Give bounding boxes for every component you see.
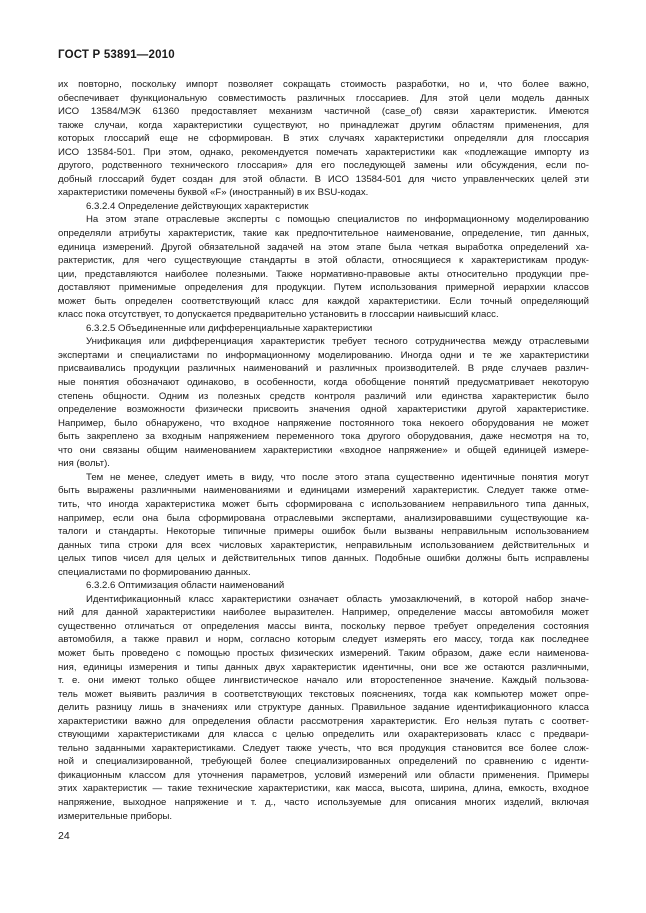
text-line: характеристики важно для определения области рассмотрения характеристик. Его нельзя путать с соответ- bbox=[58, 715, 589, 727]
text-line: также случаи, когда характеристики существуют, но принадлежат другим областям применения, для bbox=[58, 119, 589, 131]
document-header: ГОСТ Р 53891—2010 bbox=[58, 49, 175, 61]
section-heading: 6.3.2.4 Определение действующих характеристик bbox=[86, 200, 309, 212]
text-line: Идентификационный класс характеристики означает область умозаключений, в которой набор значе- bbox=[86, 593, 589, 605]
paragraph bbox=[58, 213, 589, 321]
text-line: автомобиля, а также правил и норм, согласно которым следует измерять его массу, тогда как последнее bbox=[58, 634, 589, 646]
text-line: быть выражены различными наименованиями и единицами измерений характеристик. Следует также отме- bbox=[58, 485, 589, 497]
section-heading: 6.3.2.6 Оптимизация области наименований bbox=[86, 580, 285, 592]
text-line: напряжение, выходное напряжение и т. д., часто используемые для описания многих изделий, включая bbox=[58, 796, 589, 808]
paragraph bbox=[58, 78, 589, 200]
text-line: тить, что иногда характеристика может быть сформирована с использованием неправильного типа данных, bbox=[58, 498, 589, 510]
document-body bbox=[58, 78, 589, 823]
text-line: тель может выявить различия в соответствующих текстовых пояснениях, тогда как компьютер может опре- bbox=[58, 688, 589, 700]
text-line: ствующими характеристиками для класса с целью определить или охарактеризовать класс с предвари- bbox=[58, 729, 589, 741]
text-line: ния, единицы измерения и типы данных двух характеристик идентичны, они все же остаются различными, bbox=[58, 661, 589, 673]
text-line: может быть проведено с помощью простых физических измерений. Таким образом, даже если наименова- bbox=[58, 647, 589, 659]
paragraph bbox=[58, 335, 589, 470]
section-heading: 6.3.2.5 Объединенные или дифференциальные характеристики bbox=[86, 322, 373, 334]
text-line: единица измерений. Другой обязательной задачей на этом этапе была четкая выработка определений ха- bbox=[58, 241, 589, 253]
text-line: т. е. они имеют только общее лингвистическое начало или второстепенное значение. Каждый пользова- bbox=[58, 675, 589, 687]
text-line: На этом этапе отраслевые эксперты с помощью специалистов по информационному моделированию bbox=[86, 214, 589, 226]
text-line: экспертами и специалистами по информационному моделированию. Иногда одни и те же характеристики bbox=[58, 349, 589, 361]
text-line: доставляют применимые определения для продукции. Путем использования примерной иерархии классов bbox=[58, 282, 589, 294]
text-line: целых типов чисел для целых и действительных типов данных. Подобные ошибки должны быть исправлены bbox=[58, 553, 589, 565]
text-line: рактеристик, для чего существующие стандарты в этой области, относящиеся к характеристикам продук- bbox=[58, 255, 589, 267]
text-line: присваивались продукции различных наименований и различных производителей. В ряде случаев различ- bbox=[58, 363, 589, 375]
text-line: Унификация или дифференциация характеристик требует тесного сотрудничества между отраслевыми bbox=[86, 336, 589, 348]
text-line: которых глоссарий еще не сформирован. В этих случаях характеристики определяли для глоссария bbox=[58, 133, 589, 145]
text-line: ные понятия обозначают одинаково, в особенности, когда обобщение понятий предусматривает некоторую bbox=[58, 377, 589, 389]
text-line: определяли атрибуты характеристик, такие как предпочтительное наименование, определение, тип данных, bbox=[58, 228, 589, 240]
text-line: быть закреплено за входным напряжением переменного тока другого оборудования, даже несмотря на то, bbox=[58, 431, 589, 443]
text-line: этих характеристик — такие технические характеристики, как масса, высота, ширина, длина, емкость, входное bbox=[58, 783, 589, 795]
text-line: ния (вольт). bbox=[58, 458, 110, 470]
text-line: обеспечивает функциональную совместимость различных глоссариев. Для этой цели модель данных bbox=[58, 92, 589, 104]
text-line: ИСО 13584/МЭК 61360 предоставляет механизм частичной (case_of) связи характеристик. Имеются bbox=[58, 106, 589, 118]
text-line: данных типа строки для всех числовых характеристик, неправильным использованием действительных и bbox=[58, 539, 589, 551]
text-line: может быть определен соответствующий класс для каждой характеристики. Если точный определяющий bbox=[58, 295, 589, 307]
text-line: класс пока отсутствует, то допускается предварительно установить в глоссарии наивысший класс. bbox=[58, 309, 499, 321]
text-line: тельно заданными характеристиками. Следует также учесть, что вся продукция становится все более слож- bbox=[58, 742, 589, 754]
text-line: фикационным классом для уточнения параметров, условий измерений или области применения. Примеры bbox=[58, 769, 589, 781]
text-line: определение возможности физически присвоить значения одной характеристики другой характеристике. bbox=[58, 404, 589, 416]
text-line: Например, было обнаружено, что входное напряжение постоянного тока некоего оборудования не может bbox=[58, 417, 589, 429]
text-line: существенно отличаться от определения массы винта, поскольку первое требует определения состояния bbox=[58, 620, 589, 632]
text-line: например, если она была сформирована отраслевыми экспертами, анализировавшими существующие ка- bbox=[58, 512, 589, 524]
text-line: ции, представляются наиболее полезными. Также нормативно-правовые акты относительно продукции пре- bbox=[58, 268, 589, 280]
text-line: талоги и стандарты. Некоторые типичные примеры ошибок были вызваны неправильным использованием bbox=[58, 526, 589, 538]
text-line: ИСО 13584-501. При этом, однако, рекомендуется помечать характеристики как «подлежащие импорту из bbox=[58, 146, 589, 158]
paragraph bbox=[58, 593, 589, 823]
text-line: ний для данной характеристики наиболее выразителен. Например, определение массы автомобиля может bbox=[58, 607, 589, 619]
text-line: ной и специализированной, требующей более специализированных определений по сравнению с иденти- bbox=[58, 756, 589, 768]
text-line: степень общности. Одним из полезных средств контроля различий или единства характеристик было bbox=[58, 390, 589, 402]
paragraph bbox=[58, 471, 589, 579]
page-number: 24 bbox=[58, 830, 70, 842]
text-line: специалистами по формированию данных. bbox=[58, 566, 251, 578]
text-line: добный глоссарий будет создан для этой области. В ИСО 13584-501 для чисто управленческих целей эти bbox=[58, 173, 589, 185]
text-line: Тем не менее, следует иметь в виду, что после этого этапа существенно идентичные понятия могут bbox=[86, 471, 589, 483]
text-line: делить разницу лишь в значениях или структуре данных. Правильное задание идентификационного класса bbox=[58, 702, 589, 714]
text-line: измерительные приборы. bbox=[58, 810, 173, 822]
text-line: их повторно, поскольку импорт позволяет сокращать стоимость разработки, но и, что более важно, bbox=[58, 79, 589, 90]
text-line: что они связаны общим наименованием характеристики «входное напряжение» и общей единицей измере- bbox=[58, 444, 589, 456]
text-line: характеристики помечены буквой «F» (иностранный) в их BSU-кодах. bbox=[58, 187, 369, 199]
text-line: другого, родственного технического глоссария» для его последующей замены или обсуждения, если по- bbox=[58, 160, 589, 172]
